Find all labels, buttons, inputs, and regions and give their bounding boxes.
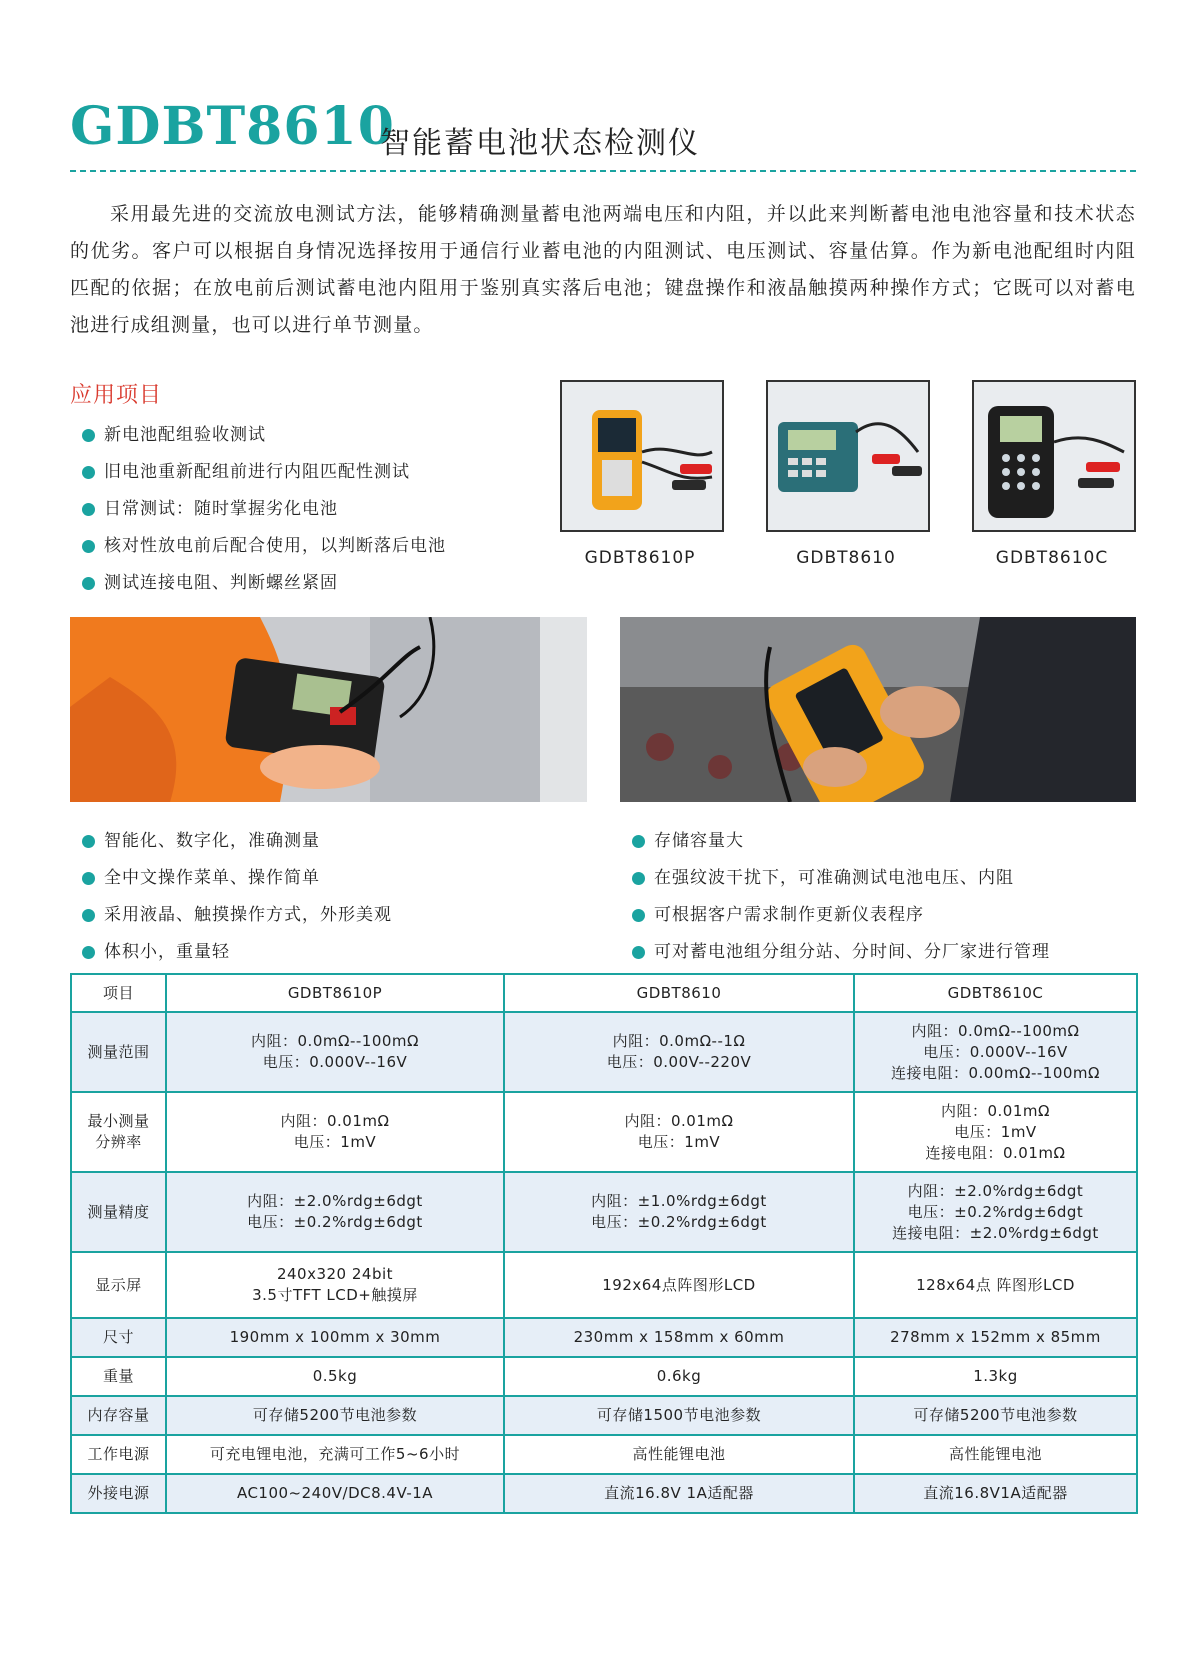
- list-item-text: 存储容量大: [654, 831, 744, 851]
- list-item-text: 智能化、数字化，准确测量: [104, 831, 320, 851]
- table-cell: 内阻：0.01mΩ 电压：1mV: [166, 1092, 504, 1172]
- table-cell: 内阻：±2.0%rdg±6dgt 电压：±0.2%rdg±6dgt: [166, 1172, 504, 1252]
- table-cell: 内阻：±2.0%rdg±6dgt 电压：±0.2%rdg±6dgt 连接电阻：±2.0%rdg±6dgt: [854, 1172, 1137, 1252]
- bullet-dot-icon: [632, 909, 645, 922]
- table-row: [71, 1435, 1137, 1474]
- bullet-dot-icon: [82, 540, 95, 553]
- list-item-text: 采用液晶、触摸操作方式，外形美观: [104, 905, 392, 925]
- table-cell: 直流16.8V1A适配器: [854, 1474, 1137, 1513]
- list-item: [620, 937, 1050, 974]
- intro-paragraph: [70, 196, 1136, 344]
- row-label: 测量精度: [71, 1172, 166, 1252]
- applications-list: [70, 420, 446, 605]
- table-row: [71, 1092, 1137, 1172]
- list-item-text: 日常测试：随时掌握劣化电池: [104, 499, 338, 519]
- row-label: 重量: [71, 1357, 166, 1396]
- usage-photo-left: [70, 617, 587, 802]
- row-label: 尺寸: [71, 1318, 166, 1357]
- table-cell: 内阻：±1.0%rdg±6dgt 电压：±0.2%rdg±6dgt: [504, 1172, 854, 1252]
- applications-heading: 应用项目: [70, 383, 163, 408]
- table-row: [71, 1012, 1137, 1092]
- table-cell: 可存储5200节电池参数: [166, 1396, 504, 1435]
- table-cell: 278mm x 152mm x 85mm: [854, 1318, 1137, 1357]
- product-image-gdbt8610c: [972, 380, 1136, 532]
- list-item-text: 测试连接电阻、判断螺丝紧固: [104, 573, 338, 593]
- list-item: [620, 863, 1050, 900]
- table-header-cell: GDBT8610P: [166, 974, 504, 1012]
- spec-table: [70, 973, 1138, 1514]
- table-cell: 高性能锂电池: [854, 1435, 1137, 1474]
- list-item: [70, 937, 392, 974]
- table-row: [71, 1252, 1137, 1318]
- table-cell: 内阻：0.01mΩ 电压：1mV: [504, 1092, 854, 1172]
- features-right-list: [620, 826, 1050, 974]
- table-cell: 高性能锂电池: [504, 1435, 854, 1474]
- bullet-dot-icon: [82, 577, 95, 590]
- table-cell: 内阻：0.01mΩ 电压：1mV 连接电阻：0.01mΩ: [854, 1092, 1137, 1172]
- list-item-text: 体积小，重量轻: [104, 942, 230, 962]
- list-item: [70, 826, 392, 863]
- table-cell: 内阻：0.0mΩ--100mΩ 电压：0.000V--16V: [166, 1012, 504, 1092]
- table-header-row: [71, 974, 1137, 1012]
- list-item-text: 核对性放电前后配合使用，以判断落后电池: [104, 536, 446, 556]
- table-cell: 190mm x 100mm x 30mm: [166, 1318, 504, 1357]
- bullet-dot-icon: [632, 946, 645, 959]
- bullet-dot-icon: [82, 429, 95, 442]
- features-left-list: [70, 826, 392, 974]
- table-row: [71, 1318, 1137, 1357]
- list-item: [70, 494, 446, 531]
- intro-text: 采用最先进的交流放电测试方法，能够精确测量蓄电池两端电压和内阻，并以此来判断蓄电池电池容量和技术状态的优劣。客户可以根据自身情况选择按用于通信行业蓄电池的内阻测试、电压测试、容量估算。作为新电池配组时内阻匹配的依据；在放电前后测试蓄电池内阻用于鉴别真实落后电池；键盘操作和液晶触摸两种操作方式；它既可以对蓄电池进行成组测量，也可以进行单节测量。: [70, 203, 1136, 336]
- table-cell: 内阻：0.0mΩ--100mΩ 电压：0.000V--16V 连接电阻：0.00mΩ--100mΩ: [854, 1012, 1137, 1092]
- list-item-text: 在强纹波干扰下，可准确测试电池电压、内阻: [654, 868, 1014, 888]
- table-cell: 可存储1500节电池参数: [504, 1396, 854, 1435]
- bullet-dot-icon: [82, 503, 95, 516]
- list-item-text: 全中文操作菜单、操作简单: [104, 868, 320, 888]
- table-cell: 240x320 24bit 3.5寸TFT LCD+触摸屏: [166, 1252, 504, 1318]
- table-row: [71, 1396, 1137, 1435]
- table-cell: 230mm x 158mm x 60mm: [504, 1318, 854, 1357]
- row-label: 内存容量: [71, 1396, 166, 1435]
- list-item: [70, 863, 392, 900]
- product-label: GDBT8610P: [584, 548, 696, 568]
- list-item-text: 可对蓄电池组分组分站、分时间、分厂家进行管理: [654, 942, 1050, 962]
- row-label: 显示屏: [71, 1252, 166, 1318]
- bullet-dot-icon: [82, 946, 95, 959]
- model-title: GDBT8610: [70, 96, 395, 157]
- table-cell: 0.6kg: [504, 1357, 854, 1396]
- bullet-dot-icon: [82, 835, 95, 848]
- product-image-gdbt8610: [766, 380, 930, 532]
- list-item-text: 新电池配组验收测试: [104, 425, 266, 445]
- row-label: 测量范围: [71, 1012, 166, 1092]
- bullet-dot-icon: [82, 466, 95, 479]
- row-label: 外接电源: [71, 1474, 166, 1513]
- dashed-divider: [70, 170, 1136, 172]
- list-item: [620, 900, 1050, 937]
- bullet-dot-icon: [82, 909, 95, 922]
- bullet-dot-icon: [82, 872, 95, 885]
- list-item: [70, 457, 446, 494]
- table-header-cell: 项目: [71, 974, 166, 1012]
- list-item-text: 旧电池重新配组前进行内阻匹配性测试: [104, 462, 410, 482]
- bullet-dot-icon: [632, 872, 645, 885]
- table-cell: AC100~240V/DC8.4V-1A: [166, 1474, 504, 1513]
- row-label: 工作电源: [71, 1435, 166, 1474]
- table-row: [71, 1474, 1137, 1513]
- list-item: [70, 568, 446, 605]
- table-cell: 直流16.8V 1A适配器: [504, 1474, 854, 1513]
- list-item: [70, 531, 446, 568]
- table-header-cell: GDBT8610: [504, 974, 854, 1012]
- product-image-gdbt8610p: [560, 380, 724, 532]
- list-item-text: 可根据客户需求制作更新仪表程序: [654, 905, 924, 925]
- table-cell: 可充电锂电池，充满可工作5~6小时: [166, 1435, 504, 1474]
- product-title: 智能蓄电池状态检测仪: [380, 126, 700, 161]
- product-label: GDBT8610C: [995, 548, 1109, 568]
- table-cell: 192x64点阵图形LCD: [504, 1252, 854, 1318]
- table-cell: 128x64点 阵图形LCD: [854, 1252, 1137, 1318]
- table-cell: 可存储5200节电池参数: [854, 1396, 1137, 1435]
- row-label: 最小测量 分辨率: [71, 1092, 166, 1172]
- table-row: [71, 1357, 1137, 1396]
- table-cell: 内阻：0.0mΩ--1Ω 电压：0.00V--220V: [504, 1012, 854, 1092]
- list-item: [70, 900, 392, 937]
- table-header-cell: GDBT8610C: [854, 974, 1137, 1012]
- table-row: [71, 1172, 1137, 1252]
- product-label: GDBT8610: [796, 548, 896, 568]
- bullet-dot-icon: [632, 835, 645, 848]
- table-cell: 1.3kg: [854, 1357, 1137, 1396]
- list-item: [70, 420, 446, 457]
- table-cell: 0.5kg: [166, 1357, 504, 1396]
- list-item: [620, 826, 1050, 863]
- usage-photo-right: [620, 617, 1136, 802]
